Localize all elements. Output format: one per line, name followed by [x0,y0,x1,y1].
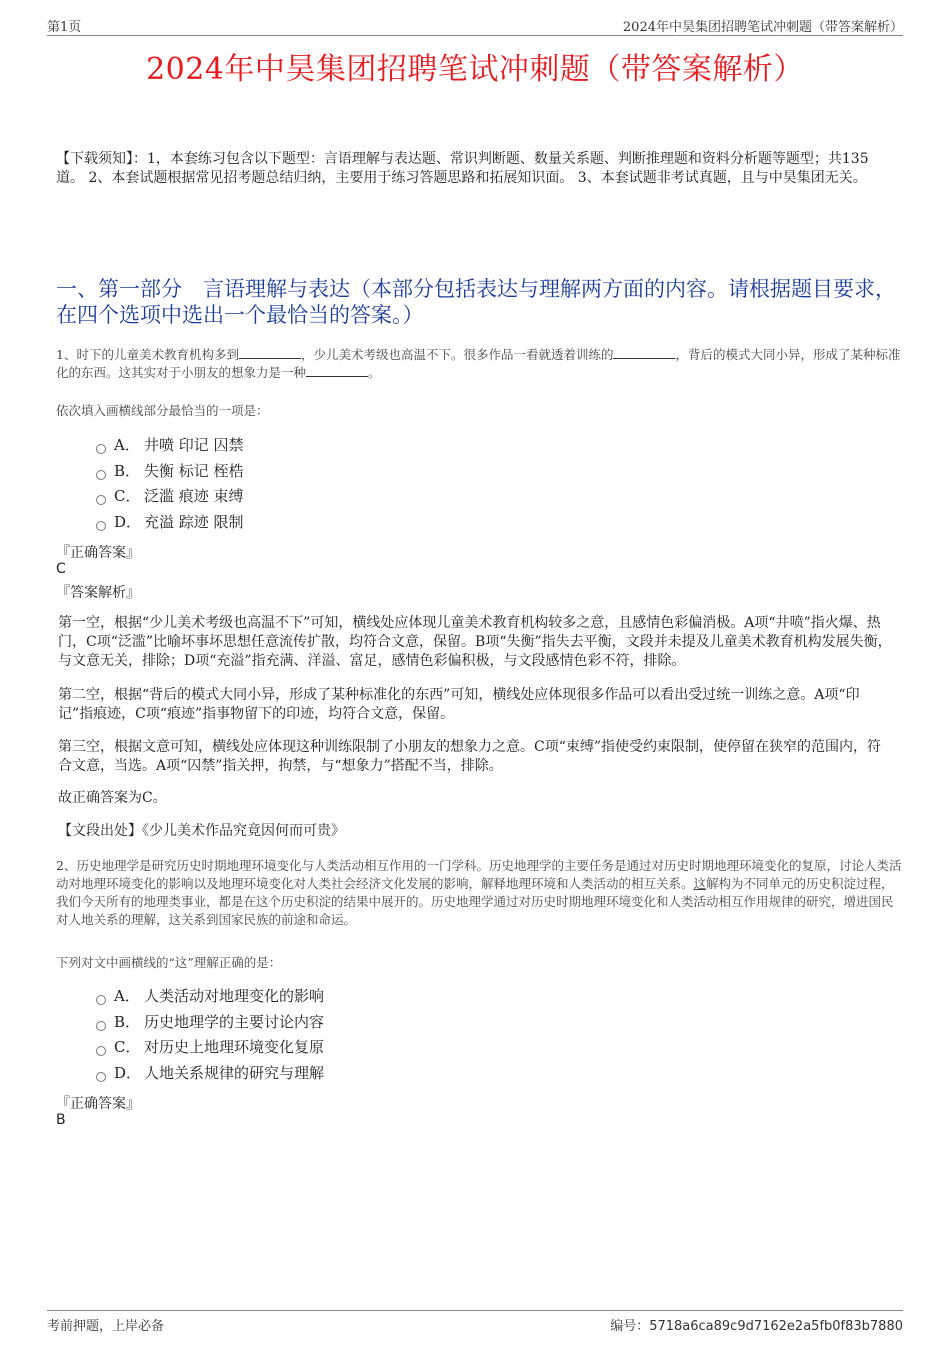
analysis-paragraph: 第一空，根据“少儿美术考级也高温不下”可知，横线处应体现儿童美术教育机构较多之意，且感情色彩偏消极。A项“井喷”指火爆、热门，C项“泛滥”比喻坏事坏思想任意流传扩散，均符合文意，保留。B项“失衡”指失去平衡，文段并未提及儿童美术教育机构发展失衡，与文意无关，排除；D项“充溢”指充满、洋溢、富足，感情色彩偏积极，与文段感情色彩不符，排除。 [58,615,892,669]
radio-icon[interactable] [96,470,106,480]
answer-value: C [56,561,66,577]
fill-blank [239,346,301,359]
footer-slogan: 考前押题，上岸必备 [47,1319,165,1334]
code-label: 编号： [610,1319,650,1334]
analysis-label: 『答案解析』 [56,585,140,601]
download-notice: 【下载须知】：1，本套练习包含以下题型：言语理解与表达题、常识判断题、数量关系题、判断推理题和资料分析题等题型；共135道。 2、本套试题根据常见招考题总结归纳，主要用于练习答题思路和拓展知识面。 3、本套试题非考试真题，且与中昊集团无关。 [56,151,869,186]
question-1-text-part: ，背后的模式大同小异，形成了某种标准化的东西。这其实对于小朋友的想象力是一种 [56,347,901,380]
question-2-text-part: 解构为不同单元的历史积淀过程，我们今天所有的地理类事业，都是在这个历史积淀的结果中展开的。历史地理学通过对历史时期地理环境变化和人类活动相互作用规律的研究，增进国民对人地关系的理解，这关系到国家民族的前途和命运。 [56,876,894,927]
question-2-text-part: 2、历史地理学是研究历史时期地理环境变化与人类活动相互作用的一门学科。历史地理学的主要任务是通过对历史时期地理环境变化的复原，讨论人类活动对地理环境变化的影响以及地理环境变化对人类社会经济文化发展的影响，解释地理环境和人类活动的相互关系。 [56,858,902,891]
option-b[interactable]: B． 历史地理学的主要讨论内容 [96,1010,324,1036]
option-c[interactable]: C． 泛滥 痕迹 束缚 [96,484,244,510]
radio-icon[interactable] [96,495,106,505]
source-citation: 【文段出处】《少儿美术作品究竟因何而可贵》 [58,823,345,839]
radio-icon[interactable] [96,1072,106,1082]
question-1-text-part: 。 [368,365,381,380]
radio-icon[interactable] [96,521,106,531]
question-1-prompt: 依次填入画横线部分最恰当的一项是： [56,403,269,418]
underlined-word: 这 [693,876,707,891]
question-1-stem [56,346,902,382]
fill-blank [613,346,675,359]
radio-icon[interactable] [96,1046,106,1056]
radio-icon[interactable] [96,444,106,454]
page-title: 2024年中昊集团招聘笔试冲刺题（带答案解析） [146,52,804,87]
fill-blank [306,364,368,377]
answer-label: 『正确答案』 [56,1096,140,1112]
option-b[interactable]: B． 失衡 标记 桎梏 [96,459,244,485]
question-1-text-part: ，少儿美术考级也高温不下。很多作品一看就透着训练的 [300,347,614,362]
answer-value: B [56,1112,66,1128]
page-footer [47,1310,903,1334]
header-doc-title: 2024年中昊集团招聘笔试冲刺题（带答案解析） [622,20,903,35]
option-a[interactable]: A． 井喷 印记 囚禁 [96,433,244,459]
option-c[interactable]: C． 对历史上地理环境变化复原 [96,1035,324,1061]
option-a[interactable]: A． 人类活动对地理变化的影响 [96,984,324,1010]
question-2-options [96,984,324,1086]
option-d[interactable]: D． 充溢 踪迹 限制 [96,510,244,536]
question-1-options [96,433,244,535]
answer-label: 『正确答案』 [56,545,140,561]
analysis-conclusion: 故正确答案为C。 [58,790,167,806]
question-2-stem [56,857,902,929]
radio-icon[interactable] [96,995,106,1005]
option-d[interactable]: D． 人地关系规律的研究与理解 [96,1061,324,1087]
footer-code [610,1315,903,1334]
code-value: 5718a6ca89c9d7162e2a5fb0f83b7880 [649,1319,903,1334]
page-header [47,15,903,36]
analysis-paragraph: 第二空，根据“背后的模式大同小异，形成了某种标准化的东西”可知，横线处应体现很多作品可以看出受过统一训练之意。A项“印记”指痕迹，C项“痕迹”指事物留下的印迹，均符合文意，保留。 [58,687,860,722]
question-2-prompt: 下列对文中画横线的“这”理解正确的是： [56,955,282,970]
section-heading: 一、第一部分 言语理解与表达（本部分包括表达与理解两方面的内容。请根据题目要求，在四个选项中选出一个最恰当的答案。） [56,277,896,327]
question-1-text-part: 1、时下的儿童美术教育机构多到 [56,347,239,362]
analysis-paragraph: 第三空，根据文意可知，横线处应体现这种训练限制了小朋友的想象力之意。C项“束缚”指使受约束限制，使停留在狭窄的范围内，符合文意，当选。A项“囚禁”指关押，拘禁，与“想象力”搭配不当，排除。 [58,739,882,774]
radio-icon[interactable] [96,1021,106,1031]
page-number: 第1页 [47,20,82,35]
